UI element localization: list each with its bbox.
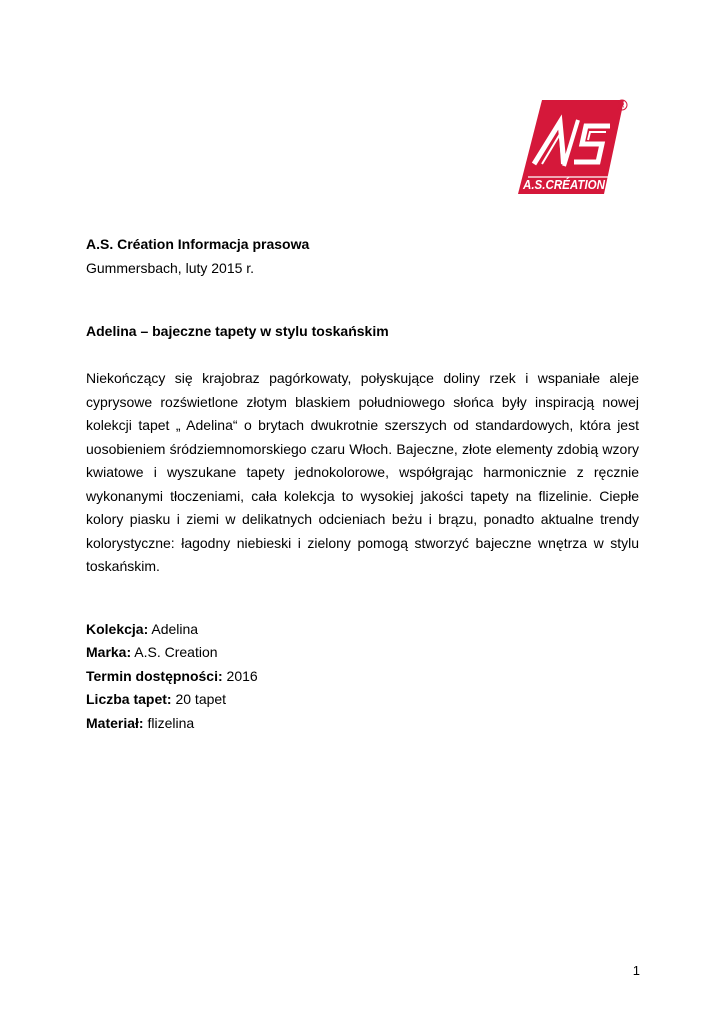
fact-value: A.S. Creation (134, 644, 218, 661)
fact-label: Marka: (86, 644, 132, 661)
press-release-label: A.S. Création Informacja prasowa (86, 236, 310, 252)
fact-count (86, 688, 646, 711)
as-creation-logo (512, 98, 630, 196)
article-title: Adelina – bajeczne tapety w stylu toskańskim (86, 323, 389, 339)
press-header (86, 232, 646, 280)
fact-value: Adelina (151, 621, 199, 637)
place-date: Gummersbach, luty 2015 r. (86, 260, 255, 276)
fact-label: Kolekcja: (86, 621, 149, 637)
fact-brand (86, 641, 646, 664)
svg-text:R: R (619, 102, 625, 110)
fact-value: flizelina (147, 714, 195, 731)
fact-material (86, 712, 646, 735)
fact-availability (86, 665, 646, 688)
article-body: Niekończący się krajobraz pagórkowaty, połyskujące doliny rzek i wspaniałe aleje cyprysowe rozświetlone złotym blaskiem południowego słońca były inspiracją nowej kolekcji tapet „ Adelina“ o brytach dwukrotnie szerszych od standardowych, która jest uosobieniem śródziemnomorskiego czaru Włoch. Bajeczne, złote elementy zdobią wzory kwiatowe i wyszukane tapety jednokolorowe, współgrając harmonicznie z ręcznie wykonanymi tłoczeniami, cała kolekcja to wysokiej jakości tapety na flizelinie. Ciepłe kolory piasku i ziemi w delikatnych odcieniach beżu i brązu, ponadto aktualne trendy kolorystyczne: łagodny niebieski i zielony pomogą stworzyć bajeczne wnętrza w stylu toskańskim. (86, 370, 639, 574)
fact-value: 2016 (226, 667, 258, 684)
fact-label: Termin dostępności: (86, 667, 223, 684)
fact-value: 20 tapet (175, 691, 227, 708)
fact-collection (86, 618, 646, 641)
page-number: 1 (632, 963, 640, 978)
svg-text:A.S.CRÉATION: A.S.CRÉATION (522, 177, 606, 192)
collection-facts (86, 618, 646, 735)
fact-label: Liczba tapet: (86, 691, 172, 708)
fact-label: Materiał: (86, 714, 144, 731)
